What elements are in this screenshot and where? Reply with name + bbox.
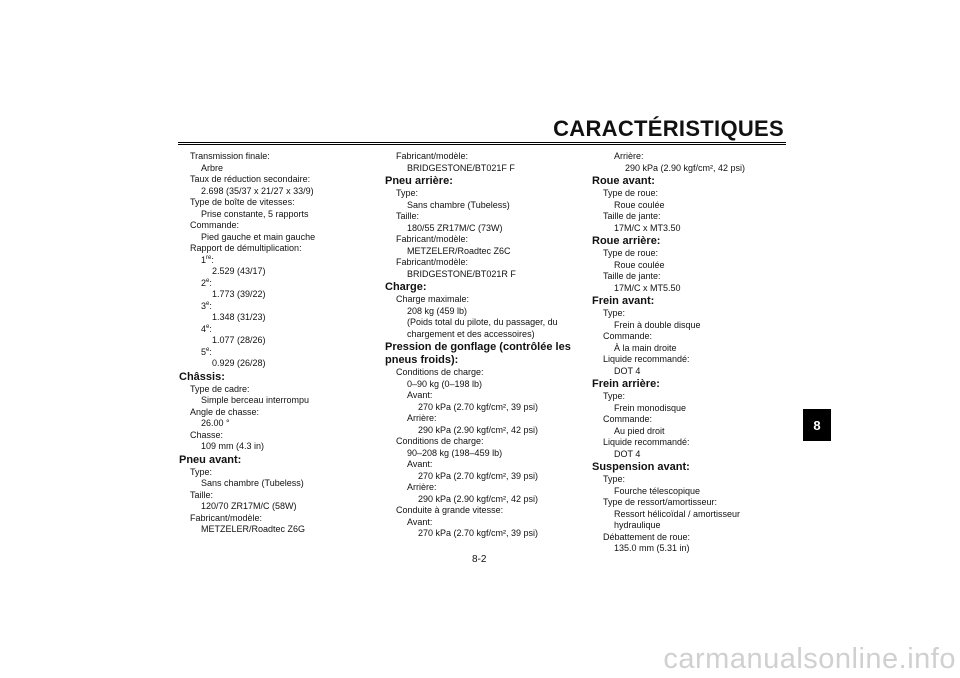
spec-value: 120/70 ZR17M/C (58W) [201, 501, 297, 511]
spec-value: 17M/C x MT3.50 [614, 222, 681, 233]
section-heading: Roue arrière: [592, 235, 661, 247]
chapter-tab: 8 [803, 409, 831, 441]
colon: : [209, 300, 212, 311]
section-heading: Pneu arrière: [385, 175, 453, 187]
spec-column-2 [385, 151, 580, 540]
spec-label: Rapport de démultiplication: [190, 243, 302, 253]
spec-value: 270 kPa (2.70 kgf/cm², 39 psi) [418, 528, 539, 538]
spec-label: Débattement de roue: [603, 531, 691, 542]
spec-label: Conditions de charge: [396, 367, 484, 377]
spec-value: Roue coulée [614, 259, 665, 270]
gear-number: 5 [201, 346, 207, 357]
spec-value: Roue coulée [614, 199, 665, 210]
spec-label: Taille: [396, 211, 420, 221]
spec-label: Fabricant/modèle: [190, 512, 263, 523]
spec-label: Taux de réduction secondaire: [190, 174, 311, 184]
spec-value: 290 kPa (2.90 kgf/cm², 42 psi) [418, 424, 539, 435]
spec-value: 26.00 ° [201, 418, 230, 428]
spec-label: Liquide recommandé: [603, 354, 690, 364]
spec-value: Arrière: [407, 482, 437, 492]
section-heading: Frein avant: [592, 295, 655, 307]
spec-label: Type: [190, 466, 213, 477]
spec-label: Type: [396, 188, 419, 198]
spec-value [179, 324, 374, 336]
spec-value: Sans chambre (Tubeless) [201, 478, 304, 488]
gear-number: 3 [201, 300, 207, 311]
spec-label: Type de roue: [603, 188, 659, 198]
section-heading: Roue avant: [592, 175, 655, 187]
spec-value: 270 kPa (2.70 kgf/cm², 39 psi) [418, 401, 539, 412]
spec-label: Commande: [190, 220, 240, 230]
spec-label: Conduite à grande vitesse: [396, 505, 504, 515]
spec-value: 180/55 ZR17M/C (73W) [407, 222, 503, 233]
spec-label: Taille de jante: [603, 211, 661, 221]
spec-value: Fourche télescopique [614, 485, 701, 496]
spec-value: chargement et des accessoires) [407, 328, 535, 339]
spec-value: 1.077 (28/26) [212, 335, 266, 345]
spec-value: 0–90 kg (0–198 lb) [407, 378, 483, 389]
spec-value: Sans chambre (Tubeless) [407, 199, 510, 210]
spec-value: À la main droite [614, 342, 677, 353]
spec-value: Prise constante, 5 rapports [201, 208, 309, 219]
spec-value: Au pied droit [614, 425, 665, 436]
section-heading: Suspension avant: [592, 461, 690, 473]
spec-value: Arbre [201, 162, 224, 173]
ordinal-suffix: re [206, 254, 212, 261]
section-heading: Châssis: [179, 370, 225, 383]
spec-value [179, 255, 374, 267]
spec-label: Taille de jante: [603, 271, 661, 281]
spec-label: Fabricant/modèle: [396, 151, 469, 161]
spec-label: Commande: [603, 414, 653, 424]
spec-value: Frein monodisque [614, 402, 687, 413]
spec-label: Angle de chasse: [190, 406, 260, 417]
spec-value [179, 278, 374, 290]
spec-label: Type de cadre: [190, 383, 250, 394]
spec-value: Avant: [407, 459, 433, 469]
colon: : [209, 346, 212, 357]
spec-column-1 [179, 151, 374, 536]
page-title: CARACTÉRISTIQUES [553, 116, 784, 141]
ordinal-suffix: e [206, 300, 210, 307]
spec-column-3 [592, 151, 787, 555]
spec-label: Type de ressort/amortisseur: [603, 497, 718, 507]
colon: : [211, 254, 214, 265]
spec-label: Liquide recommandé: [603, 437, 690, 447]
ordinal-suffix: e [206, 346, 210, 353]
watermark: carmanualsonline.info [663, 643, 956, 675]
spec-value: Avant: [407, 516, 433, 527]
header-rule [178, 142, 786, 145]
spec-value: 2.529 (43/17) [212, 266, 266, 276]
spec-value: Pied gauche et main gauche [201, 231, 316, 242]
spec-label: Commande: [603, 331, 653, 341]
section-heading: Frein arrière: [592, 378, 660, 390]
section-heading: Charge: [385, 281, 427, 293]
spec-label: Chasse: [190, 429, 224, 440]
spec-value: BRIDGESTONE/BT021F F [407, 162, 515, 173]
gear-number: 1 [201, 254, 207, 265]
page-number: 8-2 [472, 554, 487, 565]
spec-label: Fabricant/modèle: [396, 257, 469, 267]
spec-value: 1.773 (39/22) [212, 289, 266, 299]
gear-number: 2 [201, 277, 207, 288]
spec-value: 135.0 mm (5.31 in) [614, 543, 690, 553]
spec-value: BRIDGESTONE/BT021R F [407, 268, 516, 279]
spec-value [179, 301, 374, 313]
spec-value: Ressort hélicoïdal / amortisseur [614, 508, 741, 519]
spec-label: Taille: [190, 489, 214, 500]
spec-label: Type de boîte de vitesses: [190, 197, 295, 207]
spec-value: (Poids total du pilote, du passager, du [407, 317, 558, 327]
spec-value: 109 mm (4.3 in) [201, 441, 265, 451]
section-heading: Pression de gonflage (contrôlée les pneus froids): [385, 341, 571, 366]
spec-label: Transmission finale: [190, 151, 270, 161]
spec-value: METZELER/Roadtec Z6C [407, 245, 511, 256]
spec-value [179, 347, 374, 359]
spec-value: 290 kPa (2.90 kgf/cm², 42 psi) [625, 162, 746, 173]
spec-value: METZELER/Roadtec Z6G [201, 524, 306, 534]
spec-value: Arrière: [407, 413, 437, 423]
spec-label: Fabricant/modèle: [396, 234, 469, 244]
spec-value: 2.698 (35/37 x 21/27 x 33/9) [201, 185, 314, 196]
spec-label: Type de roue: [603, 248, 659, 258]
colon: : [209, 323, 212, 334]
spec-label: Type: [603, 308, 626, 318]
spec-value: Arrière: [614, 151, 644, 161]
colon: : [209, 277, 212, 288]
spec-value: 208 kg (459 lb) [407, 305, 468, 316]
ordinal-suffix: e [206, 323, 210, 330]
spec-value: 290 kPa (2.90 kgf/cm², 42 psi) [418, 493, 539, 504]
spec-value: 0.929 (26/28) [212, 358, 266, 368]
spec-label: Type: [603, 391, 626, 401]
spec-value: DOT 4 [614, 448, 641, 459]
spec-value: Avant: [407, 390, 433, 400]
spec-label: Type: [603, 474, 626, 484]
spec-value: 270 kPa (2.70 kgf/cm², 39 psi) [418, 470, 539, 481]
gear-number: 4 [201, 323, 207, 334]
ordinal-suffix: e [206, 277, 210, 284]
spec-value: hydraulique [614, 520, 661, 530]
spec-value: DOT 4 [614, 365, 641, 376]
spec-value: 17M/C x MT5.50 [614, 282, 681, 293]
spec-label: Charge maximale: [396, 294, 470, 304]
section-heading: Pneu avant: [179, 453, 242, 466]
spec-value: 90–208 kg (198–459 lb) [407, 447, 503, 458]
spec-label: Conditions de charge: [396, 436, 484, 446]
spec-value: Frein à double disque [614, 319, 701, 330]
spec-value: 1.348 (31/23) [212, 312, 266, 322]
spec-value: Simple berceau interrompu [201, 395, 310, 405]
